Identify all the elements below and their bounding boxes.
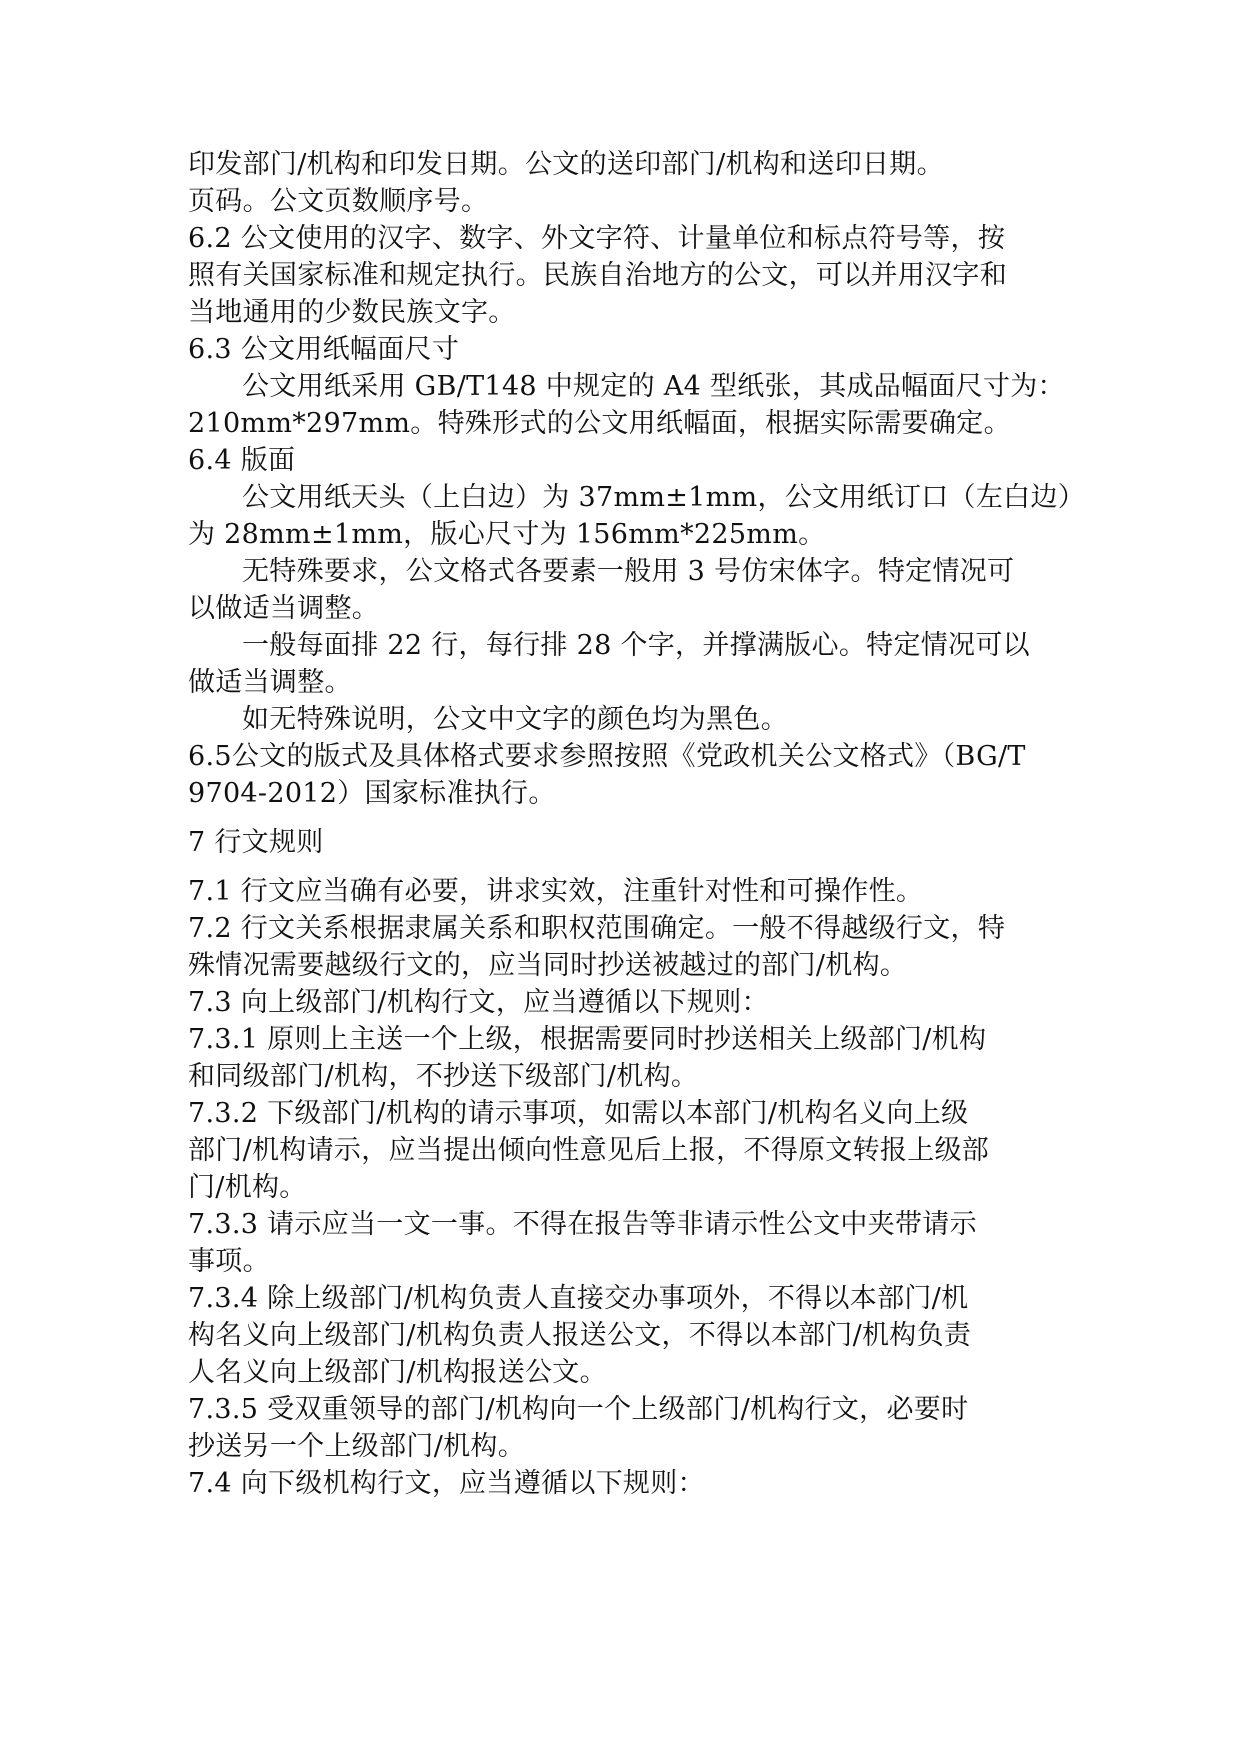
text-line: 事项。 <box>188 1246 270 1277</box>
paragraph-7-4 <box>188 1465 1068 1502</box>
text-line: 7.4 向下级机构行文，应当遵循以下规则： <box>188 1468 705 1499</box>
paragraph-text-color <box>188 701 1068 738</box>
paragraph-lines-per-page <box>188 627 1068 701</box>
paragraph-6-2 <box>188 220 1068 331</box>
text-line: 人名义向上级部门/机构报送公文。 <box>188 1357 607 1388</box>
text-line: 页码。公文页数顺序号。 <box>188 186 489 217</box>
text-line: 如无特殊说明，公文中文字的颜色均为黑色。 <box>242 704 788 735</box>
paragraph-7-3 <box>188 984 1068 1021</box>
text-line: 7.3.5 受双重领导的部门/机构向一个上级部门/机构行文，必要时 <box>188 1394 969 1425</box>
paragraph-7-2 <box>188 910 1068 984</box>
text-line: 为 28mm±1mm，版心尺寸为 156mm*225mm。 <box>188 519 826 550</box>
text-line: 部门/机构请示，应当提出倾向性意见后上报，不得原文转报上级部 <box>188 1135 990 1166</box>
text-line: 公文用纸天头（上白边）为 37mm±1mm，公文用纸订口（左白边） <box>242 482 1086 513</box>
paragraph-7-3-3 <box>188 1206 1068 1280</box>
text-line: 9704-2012）国家标准执行。 <box>188 778 556 809</box>
text-line: 抄送另一个上级部门/机构。 <box>188 1431 525 1462</box>
section-heading-6-4 <box>188 442 1068 479</box>
text-line: 7.3.4 除上级部门/机构负责人直接交办事项外，不得以本部门/机 <box>188 1283 969 1314</box>
section-heading-7 <box>188 824 1068 861</box>
paragraph-7-3-1 <box>188 1021 1068 1095</box>
text-line: 6.5公文的版式及具体格式要求参照按照《党政机关公文格式》（BG/T <box>188 741 1026 772</box>
text-line: 6.3 公文用纸幅面尺寸 <box>188 334 460 365</box>
text-line: 门/机构。 <box>188 1172 307 1203</box>
text-line: 7.3 向上级部门/机构行文，应当遵循以下规则： <box>188 987 769 1018</box>
section-heading-6-3 <box>188 331 1068 368</box>
text-line: 6.2 公文使用的汉字、数字、外文字符、计量单位和标点符号等，按 <box>188 223 1006 254</box>
text-line: 一般每面排 22 行，每行排 28 个字，并撑满版心。特定情况可以 <box>242 630 1030 661</box>
paragraph-7-3-5 <box>188 1391 1068 1465</box>
text-line: 无特殊要求，公文格式各要素一般用 3 号仿宋体字。特定情况可 <box>242 556 1015 587</box>
text-line: 以做适当调整。 <box>188 593 380 624</box>
text-line: 做适当调整。 <box>188 667 352 698</box>
paragraph-7-3-4 <box>188 1280 1068 1391</box>
text-line: 殊情况需要越级行文的，应当同时抄送被越过的部门/机构。 <box>188 950 908 981</box>
text-line: 当地通用的少数民族文字。 <box>188 297 516 328</box>
paragraph-7-3-2 <box>188 1095 1068 1206</box>
paragraph-page-number <box>188 183 1068 220</box>
text-line: 印发部门/机构和印发日期。公文的送印部门/机构和送印日期。 <box>188 149 944 180</box>
paragraph-print-info <box>188 146 1068 183</box>
text-line: 照有关国家标准和规定执行。民族自治地方的公文，可以并用汉字和 <box>188 260 1007 291</box>
document-page <box>188 146 1086 1502</box>
paragraph-font <box>188 553 1068 627</box>
paragraph-margins <box>188 479 1086 553</box>
text-line: 7.2 行文关系根据隶属关系和职权范围确定。一般不得越级行文，特 <box>188 913 1006 944</box>
paragraph-6-5 <box>188 738 1068 812</box>
paragraph-7-1 <box>188 873 1068 910</box>
text-line: 7.3.3 请示应当一文一事。不得在报告等非请示性公文中夹带请示 <box>188 1209 977 1240</box>
text-line: 7.1 行文应当确有必要，讲求实效，注重针对性和可操作性。 <box>188 876 924 907</box>
text-line: 7 行文规则 <box>188 827 324 858</box>
text-line: 7.3.1 原则上主送一个上级，根据需要同时抄送相关上级部门/机构 <box>188 1024 987 1055</box>
text-line: 210mm*297mm。特殊形式的公文用纸幅面，根据实际需要确定。 <box>188 408 1011 439</box>
text-line: 公文用纸采用 GB/T148 中规定的 A4 型纸张，其成品幅面尺寸为： <box>242 371 1065 402</box>
text-line: 构名义向上级部门/机构负责人报送公文，不得以本部门/机构负责 <box>188 1320 972 1351</box>
text-line: 7.3.2 下级部门/机构的请示事项，如需以本部门/机构名义向上级 <box>188 1098 969 1129</box>
paragraph-paper-size <box>188 368 1068 442</box>
text-line: 和同级部门/机构，不抄送下级部门/机构。 <box>188 1061 699 1092</box>
text-line: 6.4 版面 <box>188 445 296 476</box>
